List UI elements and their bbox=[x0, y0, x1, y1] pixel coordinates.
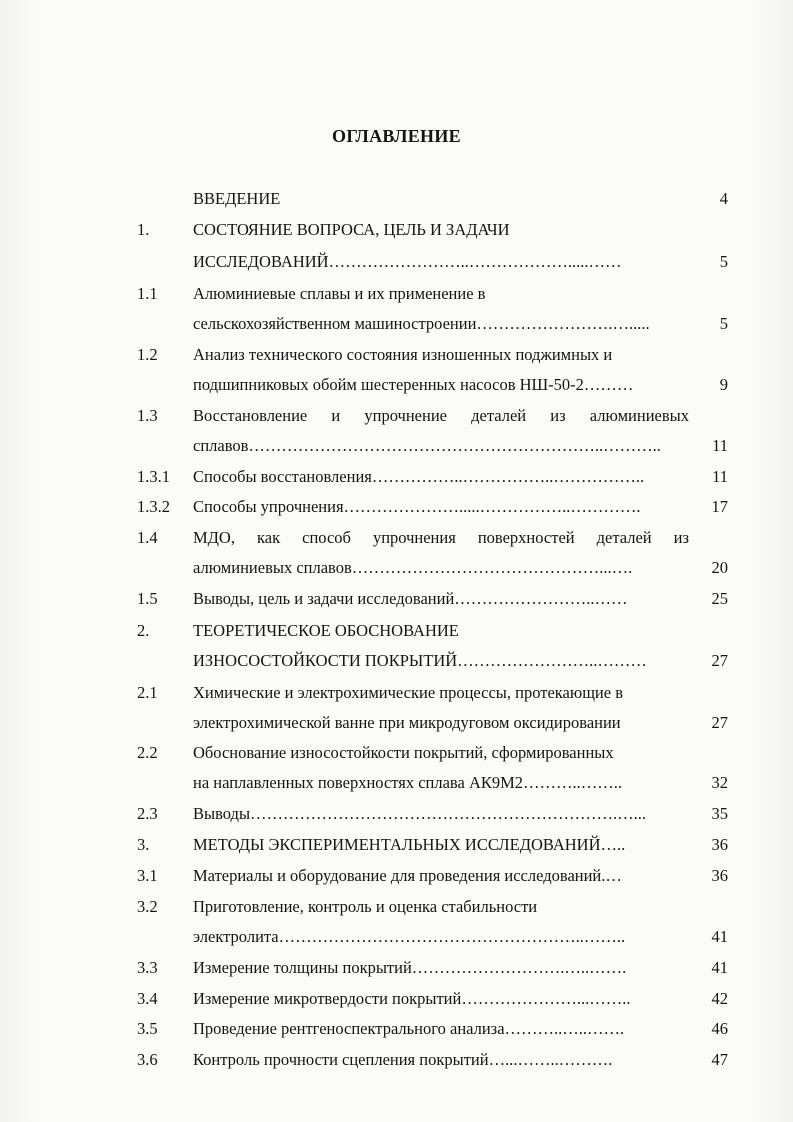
toc-line bbox=[0, 770, 793, 796]
toc-line bbox=[0, 618, 793, 644]
section-number: 1.3 bbox=[137, 406, 158, 425]
section-title: сельскохозяйственном машиностроении…………………….…..... bbox=[193, 314, 650, 333]
toc-line bbox=[0, 494, 793, 520]
section-title: подшипниковых обойм шестеренных насосов НШ-50-2……… bbox=[193, 375, 634, 394]
page-number: 42 bbox=[711, 989, 728, 1008]
section-number: 2. bbox=[137, 621, 150, 640]
section-number: 3. bbox=[137, 835, 150, 854]
toc-line bbox=[0, 1016, 793, 1042]
toc-line bbox=[0, 525, 793, 551]
toc-line bbox=[0, 740, 793, 766]
toc-line bbox=[0, 680, 793, 706]
section-title: Контроль прочности сцепления покрытий…...……..………. bbox=[193, 1050, 613, 1069]
section-title: Восстановление и упрочнение деталей из алюминиевых bbox=[193, 406, 689, 425]
toc-line bbox=[0, 403, 793, 429]
section-title: ВВЕДЕНИЕ bbox=[193, 189, 281, 208]
section-title: ИССЛЕДОВАНИЙ……………………..……………….....…… bbox=[193, 252, 622, 271]
page-number: 4 bbox=[719, 189, 728, 208]
page-title: ОГЛАВЛЕНИЕ bbox=[332, 126, 461, 146]
page-number: 25 bbox=[711, 589, 728, 608]
toc-line bbox=[0, 924, 793, 950]
page-number: 5 bbox=[719, 314, 728, 333]
toc-line bbox=[0, 986, 793, 1012]
section-title: Проведение рентгеноспектрального анализа………..…..……. bbox=[193, 1019, 625, 1038]
toc-line bbox=[0, 311, 793, 337]
page-number: 27 bbox=[711, 713, 728, 732]
section-number: 3.2 bbox=[137, 897, 158, 916]
section-title: на наплавленных поверхностях сплава АК9М2………..…….. bbox=[193, 773, 623, 792]
toc-line bbox=[0, 186, 793, 212]
section-number: 1.3.1 bbox=[137, 467, 170, 486]
section-number: 1.2 bbox=[137, 345, 158, 364]
section-title: электролита………………………………………………..…….. bbox=[193, 927, 626, 946]
page-number: 27 bbox=[711, 651, 728, 670]
section-number: 3.4 bbox=[137, 989, 158, 1008]
page-number: 5 bbox=[719, 252, 728, 271]
page-number: 20 bbox=[711, 558, 728, 577]
page-number: 41 bbox=[711, 958, 728, 977]
toc-line bbox=[0, 955, 793, 981]
toc-line bbox=[0, 249, 793, 275]
section-title: Обоснование износостойкости покрытий, сформированных bbox=[193, 743, 614, 762]
section-number: 1.3.2 bbox=[137, 497, 170, 516]
page-number: 36 bbox=[711, 866, 728, 885]
section-number: 2.2 bbox=[137, 743, 158, 762]
section-number: 2.3 bbox=[137, 804, 158, 823]
page-number: 9 bbox=[719, 375, 728, 394]
section-title: Материалы и оборудование для проведения исследований.… bbox=[193, 866, 622, 885]
toc-line bbox=[0, 464, 793, 490]
page-number: 46 bbox=[711, 1019, 728, 1038]
toc-line bbox=[0, 217, 793, 243]
toc-line bbox=[0, 801, 793, 827]
section-number: 3.6 bbox=[137, 1050, 158, 1069]
section-title: электрохимической ванне при микродуговом оксидировании bbox=[193, 713, 621, 732]
toc-line bbox=[0, 342, 793, 368]
section-title: Способы упрочнения………………….....……………..…………. bbox=[193, 497, 641, 516]
toc-line bbox=[0, 555, 793, 581]
page-number: 17 bbox=[711, 497, 728, 516]
section-title: Выводы………………………………………………………….…... bbox=[193, 804, 647, 823]
section-title: Измерение толщины покрытий……………………….…..……. bbox=[193, 958, 627, 977]
toc-line bbox=[0, 433, 793, 459]
section-number: 3.3 bbox=[137, 958, 158, 977]
toc-line bbox=[0, 1047, 793, 1073]
section-number: 1.1 bbox=[137, 284, 158, 303]
section-title: сплавов………………………………………………………..……….. bbox=[193, 436, 661, 455]
toc-line bbox=[0, 832, 793, 858]
section-title: Приготовление, контроль и оценка стабильности bbox=[193, 897, 538, 916]
section-title: МЕТОДЫ ЭКСПЕРИМЕНТАЛЬНЫХ ИССЛЕДОВАНИЙ….. bbox=[193, 835, 626, 854]
page-number: 11 bbox=[712, 436, 728, 455]
toc-line bbox=[0, 586, 793, 612]
section-title: алюминиевых сплавов………………………………………...…. bbox=[193, 558, 633, 577]
page-number: 35 bbox=[711, 804, 728, 823]
page-number: 32 bbox=[711, 773, 728, 792]
section-number: 3.1 bbox=[137, 866, 158, 885]
section-number: 3.5 bbox=[137, 1019, 158, 1038]
page-number: 11 bbox=[712, 467, 728, 486]
toc-line bbox=[0, 648, 793, 674]
section-title: ТЕОРЕТИЧЕСКОЕ ОБОСНОВАНИЕ bbox=[193, 621, 459, 640]
section-title: МДО, как способ упрочнения поверхностей деталей из bbox=[193, 528, 689, 547]
toc-line bbox=[0, 863, 793, 889]
page-number: 36 bbox=[711, 835, 728, 854]
section-title: Анализ технического состояния изношенных поджимных и bbox=[193, 345, 613, 364]
page-number: 47 bbox=[711, 1050, 728, 1069]
section-title: ИЗНОСОСТОЙКОСТИ ПОКРЫТИЙ……………………..……… bbox=[193, 651, 647, 670]
toc-line bbox=[0, 372, 793, 398]
section-title: Способы восстановления……………..……………..…………….. bbox=[193, 467, 645, 486]
toc-line bbox=[0, 281, 793, 307]
toc-line bbox=[0, 710, 793, 736]
section-title: Алюминиевые сплавы и их применение в bbox=[193, 284, 486, 303]
page-number: 41 bbox=[711, 927, 728, 946]
toc-line bbox=[0, 894, 793, 920]
section-number: 1.4 bbox=[137, 528, 158, 547]
section-title: Выводы, цель и задачи исследований……………………..…… bbox=[193, 589, 628, 608]
section-number: 1.5 bbox=[137, 589, 158, 608]
section-title: Измерение микротвердости покрытий…………………...…….. bbox=[193, 989, 631, 1008]
section-title: СОСТОЯНИЕ ВОПРОСА, ЦЕЛЬ И ЗАДАЧИ bbox=[193, 220, 510, 239]
section-number: 1. bbox=[137, 220, 150, 239]
section-title: Химические и электрохимические процессы, протекающие в bbox=[193, 683, 623, 702]
section-number: 2.1 bbox=[137, 683, 158, 702]
